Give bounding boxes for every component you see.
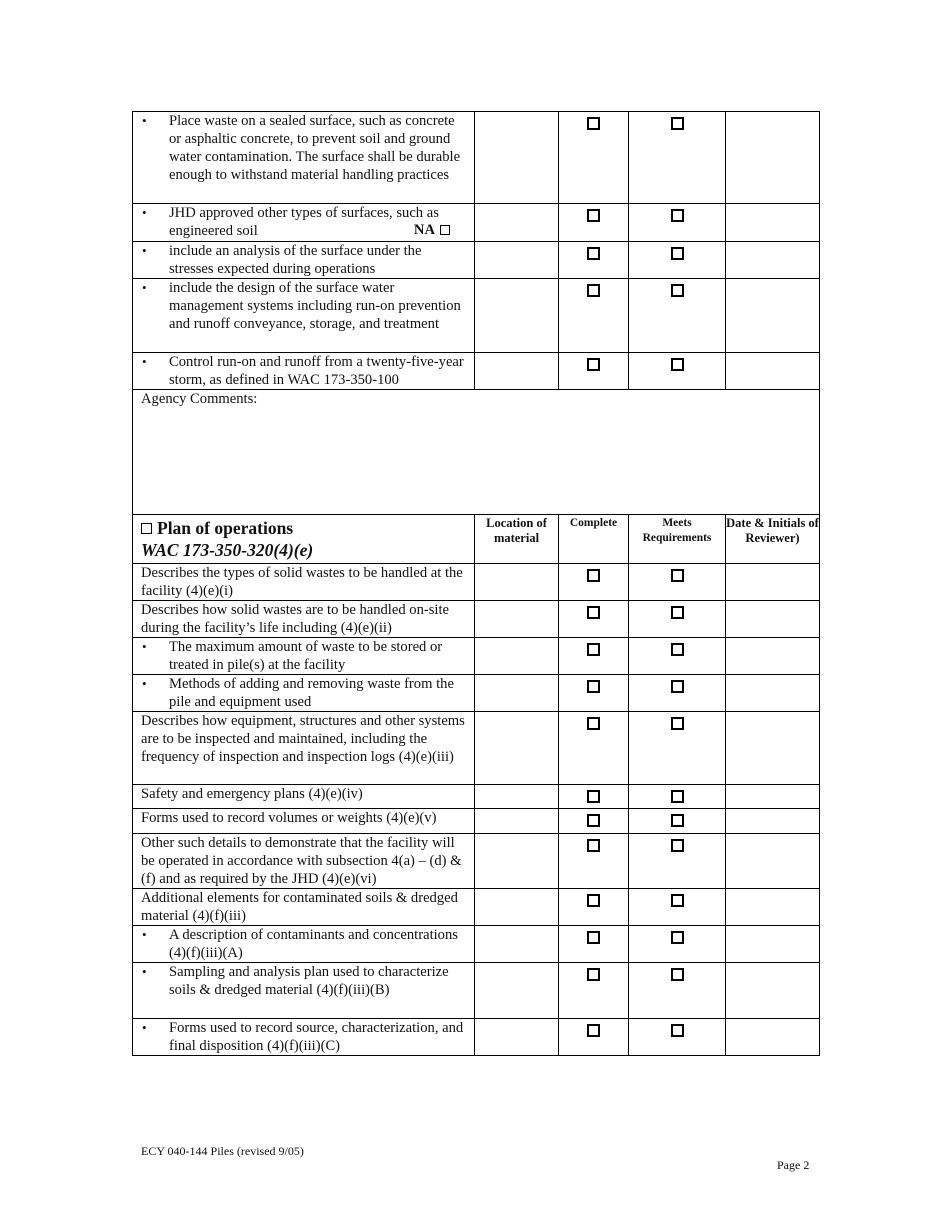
row-text: • Forms used to record source, characterization, and final disposition (4)(f)(iii)(C): [133, 1019, 474, 1055]
col-header-meets: Meets Requirements: [629, 515, 726, 564]
location-cell[interactable]: [475, 353, 559, 390]
row-text: Other such details to demonstrate that the facility will be operated in accordance with subsection 4(a) – (d) & (f) and as required by the JHD (4)(e)(vi): [141, 835, 462, 887]
reviewer-cell[interactable]: [726, 204, 820, 242]
complete-checkbox[interactable]: [587, 569, 600, 582]
row-text: • include an analysis of the surface under the stresses expected during operations: [133, 242, 474, 278]
location-cell[interactable]: [475, 785, 559, 809]
na-option[interactable]: [414, 221, 450, 239]
location-cell[interactable]: [475, 675, 559, 712]
page-number: Page 2: [777, 1158, 810, 1172]
reviewer-cell[interactable]: [726, 353, 820, 390]
complete-checkbox[interactable]: [587, 209, 600, 222]
reviewer-cell[interactable]: [726, 675, 820, 712]
location-cell[interactable]: [475, 638, 559, 675]
reviewer-cell[interactable]: [726, 1019, 820, 1056]
row-text: • Place waste on a sealed surface, such as concrete or asphaltic concrete, to prevent soil and ground water contamination. The surface shall be durable enough to withstand material handling practices: [133, 112, 474, 184]
table-row: [133, 564, 820, 601]
table-row: [133, 963, 820, 1019]
section-title: [133, 515, 474, 539]
location-cell[interactable]: [475, 279, 559, 353]
meets-requirements-checkbox[interactable]: [671, 247, 684, 260]
reviewer-cell[interactable]: [726, 926, 820, 963]
reviewer-cell[interactable]: [726, 712, 820, 785]
complete-checkbox[interactable]: [587, 814, 600, 827]
location-cell[interactable]: [475, 926, 559, 963]
meets-requirements-checkbox[interactable]: [671, 569, 684, 582]
location-cell[interactable]: [475, 564, 559, 601]
complete-checkbox[interactable]: [587, 284, 600, 297]
reviewer-cell[interactable]: [726, 785, 820, 809]
row-text: Safety and emergency plans (4)(e)(iv): [141, 786, 363, 802]
meets-requirements-checkbox[interactable]: [671, 814, 684, 827]
col-header-complete: Complete: [559, 515, 629, 564]
row-text: Describes how equipment, structures and other systems are to be inspected and maintained, including the frequency of inspection and inspection logs (4)(e)(iii): [141, 713, 465, 765]
location-cell[interactable]: [475, 204, 559, 242]
row-text: • Control run-on and runoff from a twenty-five-year storm, as defined in WAC 173-350-100: [133, 353, 474, 389]
meets-requirements-checkbox[interactable]: [671, 1024, 684, 1037]
row-text: Describes how solid wastes are to be handled on-site during the facility’s life including (4)(e)(ii): [141, 602, 450, 636]
table-row: [133, 1019, 820, 1056]
reviewer-cell[interactable]: [726, 889, 820, 926]
reviewer-cell[interactable]: [726, 564, 820, 601]
complete-checkbox[interactable]: [587, 1024, 600, 1037]
meets-requirements-checkbox[interactable]: [671, 606, 684, 619]
meets-requirements-checkbox[interactable]: [671, 931, 684, 944]
row-text: • The maximum amount of waste to be stored or treated in pile(s) at the facility: [133, 638, 474, 674]
row-text: • Sampling and analysis plan used to characterize soils & dredged material (4)(f)(iii)(B): [133, 963, 474, 999]
meets-requirements-checkbox[interactable]: [671, 790, 684, 803]
na-checkbox[interactable]: [440, 225, 450, 235]
location-cell[interactable]: [475, 809, 559, 834]
complete-checkbox[interactable]: [587, 643, 600, 656]
meets-requirements-checkbox[interactable]: [671, 117, 684, 130]
checklist-table: [132, 111, 820, 1056]
meets-requirements-checkbox[interactable]: [671, 894, 684, 907]
agency-comments-field[interactable]: [133, 390, 820, 515]
meets-requirements-checkbox[interactable]: [671, 284, 684, 297]
complete-checkbox[interactable]: [587, 931, 600, 944]
section-header-row: [133, 515, 820, 564]
row-text: • A description of contaminants and concentrations (4)(f)(iii)(A): [133, 926, 474, 962]
form-id: ECY 040-144 Piles (revised 9/05): [141, 1144, 304, 1158]
table-row: [133, 785, 820, 809]
complete-checkbox[interactable]: [587, 117, 600, 130]
location-cell[interactable]: [475, 834, 559, 889]
table-row: [133, 601, 820, 638]
complete-checkbox[interactable]: [587, 894, 600, 907]
meets-requirements-checkbox[interactable]: [671, 358, 684, 371]
meets-requirements-checkbox[interactable]: [671, 717, 684, 730]
table-row: [133, 675, 820, 712]
section-subtitle: WAC 173-350-320(4)(e): [141, 540, 314, 560]
reviewer-cell[interactable]: [726, 601, 820, 638]
checklist-form: [132, 111, 819, 1056]
complete-checkbox[interactable]: [587, 839, 600, 852]
complete-checkbox[interactable]: [587, 968, 600, 981]
table-row: [133, 204, 820, 242]
complete-checkbox[interactable]: [587, 606, 600, 619]
meets-requirements-checkbox[interactable]: [671, 968, 684, 981]
row-text: • include the design of the surface water management systems including run-on prevention and runoff conveyance, storage, and treatment: [133, 279, 474, 333]
table-row: [133, 353, 820, 390]
col-header-date: Date & Initials of Reviewer): [726, 515, 820, 564]
reviewer-cell[interactable]: [726, 112, 820, 204]
col-header-location: Location of material: [475, 515, 559, 564]
na-label: NA: [413, 222, 435, 238]
row-text: Additional elements for contaminated soils & dredged material (4)(f)(iii): [141, 890, 458, 924]
reviewer-cell[interactable]: [726, 834, 820, 889]
table-row: [133, 712, 820, 785]
reviewer-cell[interactable]: [726, 638, 820, 675]
table-row: [133, 809, 820, 834]
row-text: • JHD approved other types of surfaces, such as engineered soil: [133, 204, 474, 240]
table-row: [133, 834, 820, 889]
row-text: • Methods of adding and removing waste from the pile and equipment used: [133, 675, 474, 711]
row-text: Describes the types of solid wastes to be handled at the facility (4)(e)(i): [141, 565, 463, 599]
location-cell[interactable]: [475, 1019, 559, 1056]
location-cell[interactable]: [475, 963, 559, 1019]
table-row: [133, 889, 820, 926]
table-row: [133, 279, 820, 353]
complete-checkbox[interactable]: [587, 680, 600, 693]
location-cell[interactable]: [475, 242, 559, 279]
agency-comments-row: [133, 390, 820, 515]
complete-checkbox[interactable]: [587, 247, 600, 260]
table-row: [133, 638, 820, 675]
reviewer-cell[interactable]: [726, 279, 820, 353]
location-cell[interactable]: [475, 712, 559, 785]
table-row: [133, 926, 820, 963]
reviewer-cell[interactable]: [726, 809, 820, 834]
meets-requirements-checkbox[interactable]: [671, 643, 684, 656]
table-row: [133, 242, 820, 279]
agency-comments-label: Agency Comments:: [141, 391, 258, 407]
section-title-text: Plan of operations: [157, 518, 294, 538]
table-row: [133, 112, 820, 204]
meets-requirements-checkbox[interactable]: [671, 209, 684, 222]
section-checkbox[interactable]: [141, 523, 152, 534]
complete-checkbox[interactable]: [587, 717, 600, 730]
complete-checkbox[interactable]: [587, 790, 600, 803]
location-cell[interactable]: [475, 112, 559, 204]
row-text: Forms used to record volumes or weights (4)(e)(v): [141, 810, 437, 826]
reviewer-cell[interactable]: [726, 242, 820, 279]
reviewer-cell[interactable]: [726, 963, 820, 1019]
meets-requirements-checkbox[interactable]: [671, 680, 684, 693]
location-cell[interactable]: [475, 601, 559, 638]
complete-checkbox[interactable]: [587, 358, 600, 371]
location-cell[interactable]: [475, 889, 559, 926]
meets-requirements-checkbox[interactable]: [671, 839, 684, 852]
